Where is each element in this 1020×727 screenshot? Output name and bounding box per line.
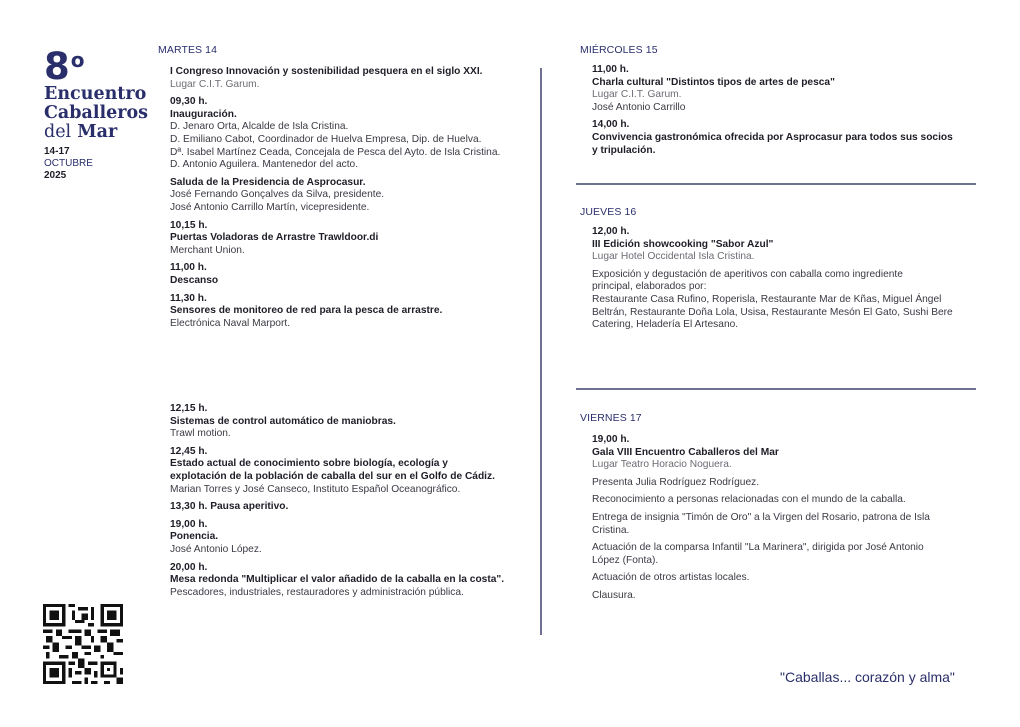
section-divider-1 bbox=[576, 183, 976, 185]
event-brand bbox=[44, 42, 154, 182]
event-text-line: Inauguración. bbox=[170, 108, 237, 120]
event-text-line: 13,30 h. Pausa aperitivo. bbox=[170, 501, 289, 513]
event-text-line: Lugar Teatro Horacio Noguera. bbox=[592, 459, 732, 471]
event-saluda bbox=[170, 177, 530, 215]
schedule-viernes bbox=[592, 434, 982, 608]
gala-item-comparsa bbox=[592, 542, 982, 567]
gala-item-artistas bbox=[592, 572, 982, 585]
event-text-line: 14,00 h. bbox=[592, 119, 630, 131]
event-text-line: Merchant Union. bbox=[170, 244, 245, 256]
event-text-line: José Antonio Carrillo bbox=[592, 101, 686, 113]
event-text-line: Charla cultural "Distintos tipos de artes de pesca" bbox=[592, 76, 835, 88]
event-text-line: Sistemas de control automático de maniobras. bbox=[170, 415, 396, 427]
event-text-line: I Congreso Innovación y sostenibilidad pesquera en el siglo XXI. bbox=[170, 66, 483, 77]
event-text-line: José Antonio López. bbox=[170, 543, 262, 555]
event-descanso bbox=[170, 262, 530, 287]
event-text-line: 12,15 h. bbox=[170, 403, 208, 414]
event-text-line: Lugar C.I.T. Garum. bbox=[592, 89, 682, 101]
event-text-line: Exposición y degustación de aperitivos con caballa como ingrediente bbox=[592, 268, 903, 280]
event-text-line: Beltrán, Restaurante Doña Lola, Usisa, Restaurante Mesón El Gato, Sushi Bere bbox=[592, 306, 953, 318]
event-text-line: Descanso bbox=[170, 274, 219, 286]
event-text-line: Clausura. bbox=[592, 589, 636, 601]
schedule-martes-afternoon bbox=[170, 403, 530, 604]
event-text-line: Convivencia gastronómica ofrecida por Asprocasur para todos sus socios bbox=[592, 131, 953, 143]
day-header-viernes: VIERNES 17 bbox=[580, 412, 642, 424]
event-text-line: 12,45 h. bbox=[170, 445, 208, 457]
event-text-line: 12,00 h. bbox=[592, 226, 630, 237]
day-header-miercoles: MIÉRCOLES 15 bbox=[580, 44, 658, 56]
event-text-line: D. Emiliano Cabot, Coordinador de Huelva Empresa, Dip. de Huelva. bbox=[170, 133, 482, 145]
event-text-line: 20,00 h. bbox=[170, 561, 208, 573]
event-text-line: 09,30 h. bbox=[170, 96, 208, 108]
schedule-jueves bbox=[592, 226, 982, 337]
event-exposicion bbox=[592, 269, 982, 332]
schedule-miercoles bbox=[592, 64, 982, 162]
event-text-line: Trawl motion. bbox=[170, 428, 231, 440]
title-line-3: del Mar bbox=[44, 122, 118, 142]
event-charla bbox=[592, 64, 982, 114]
event-ponencia bbox=[170, 519, 530, 557]
event-text-line: José Antonio Carrillo Martín, vicepresidente. bbox=[170, 201, 370, 213]
event-text-line: 19,00 h. bbox=[170, 518, 208, 530]
event-text-line: Pescadores, industriales, restauradores y administración pública. bbox=[170, 586, 464, 598]
slogan: "Caballas... corazón y alma" bbox=[780, 669, 955, 685]
event-text-line: 11,00 h. bbox=[170, 262, 207, 274]
event-text-line: Mesa redonda "Multiplicar el valor añadido de la caballa en la costa". bbox=[170, 574, 505, 586]
event-text-line: III Edición showcooking "Sabor Azul" bbox=[592, 238, 774, 250]
event-text-line: explotación de la población de caballa del sur en el Golfo de Cádiz. bbox=[170, 470, 495, 482]
event-text-line: principal, elaborados por: bbox=[592, 281, 707, 293]
event-text-line: Reconocimiento a personas relacionadas con el mundo de la caballa. bbox=[592, 494, 906, 506]
event-text-line: D. Jenaro Orta, Alcalde de Isla Cristina. bbox=[170, 121, 349, 133]
event-text-line: Lugar Hotel Occidental Isla Cristina. bbox=[592, 251, 755, 263]
gala-item-insignia bbox=[592, 512, 982, 537]
event-sensores bbox=[170, 293, 530, 331]
event-mesa-redonda bbox=[170, 562, 530, 600]
event-text-line: Lugar C.I.T. Garum. bbox=[170, 78, 260, 90]
event-text-line: Electrónica Naval Marport. bbox=[170, 317, 291, 329]
event-text-line: Marian Torres y José Canseco, Instituto Español Oceanográfico. bbox=[170, 483, 461, 495]
day-header-jueves: JUEVES 16 bbox=[580, 206, 637, 218]
event-text-line: 19,00 h. bbox=[592, 434, 630, 445]
event-inauguracion bbox=[170, 96, 530, 172]
event-text-line: Actuación de otros artistas locales. bbox=[592, 572, 750, 584]
event-text-line: Presenta Julia Rodríguez Rodríguez. bbox=[592, 476, 760, 488]
event-dates: 14-17 OCTUBRE 2025 bbox=[44, 146, 93, 181]
event-pausa bbox=[170, 501, 530, 514]
event-text-line: 10,15 h. bbox=[170, 219, 208, 231]
column-divider bbox=[540, 68, 542, 635]
event-text-line: López (Fonta). bbox=[592, 554, 659, 566]
edition-number: 8 $^o$ bbox=[44, 45, 84, 88]
gala-item-clausura bbox=[592, 590, 982, 603]
event-text-line: Sensores de monitoreo de red para la pesca de arrastre. bbox=[170, 305, 443, 317]
event-text-line: 11,30 h. bbox=[170, 292, 207, 304]
event-puertas bbox=[170, 220, 530, 258]
event-text-line: Estado actual de conocimiento sobre biología, ecología y bbox=[170, 458, 448, 470]
event-text-line: Restaurante Casa Rufino, Roperisla, Restaurante Mar de Kñas, Miguel Ángel bbox=[592, 293, 942, 305]
event-text-line: D. Antonio Aguilera. Mantenedor del acto. bbox=[170, 159, 359, 171]
gala-item-presenta bbox=[592, 477, 982, 490]
event-gala bbox=[592, 434, 982, 472]
event-text-line: Actuación de la comparsa Infantil "La Marinera", dirigida por José Antonio bbox=[592, 542, 924, 554]
event-text-line: Entrega de insignia "Timón de Oro" a la Virgen del Rosario, patrona de Isla bbox=[592, 511, 930, 523]
event-text-line: Catering, Heladería El Artesano. bbox=[592, 319, 739, 331]
event-estado-actual bbox=[170, 446, 530, 496]
event-sistemas bbox=[170, 403, 530, 441]
title-line-2: Caballeros bbox=[44, 103, 149, 123]
event-convivencia bbox=[592, 119, 982, 157]
event-text-line: Dª. Isabel Martínez Ceada, Concejala de Pesca del Ayto. de Isla Cristina. bbox=[170, 146, 501, 158]
event-text-line: Ponencia. bbox=[170, 531, 219, 543]
title-line-1: Encuentro bbox=[44, 84, 147, 104]
event-showcooking bbox=[592, 226, 982, 264]
event-text-line: Puertas Voladoras de Arrastre Trawldoor.di bbox=[170, 232, 379, 244]
event-text-line: José Fernando Gonçalves da Silva, presidente. bbox=[170, 189, 385, 201]
event-congreso bbox=[170, 66, 530, 91]
event-text-line: Cristina. bbox=[592, 524, 630, 536]
event-text-line: 11,00 h. bbox=[592, 64, 629, 75]
gala-item-reconocimiento bbox=[592, 494, 982, 507]
day-header-martes: MARTES 14 bbox=[158, 44, 218, 56]
event-text-line: Saluda de la Presidencia de Asprocasur. bbox=[170, 176, 366, 188]
qr-code-icon[interactable] bbox=[43, 604, 123, 684]
event-text-line: Gala VIII Encuentro Caballeros del Mar bbox=[592, 446, 779, 458]
schedule-martes-morning bbox=[170, 66, 530, 335]
event-text-line: y tripulación. bbox=[592, 144, 656, 156]
section-divider-2 bbox=[576, 388, 976, 390]
